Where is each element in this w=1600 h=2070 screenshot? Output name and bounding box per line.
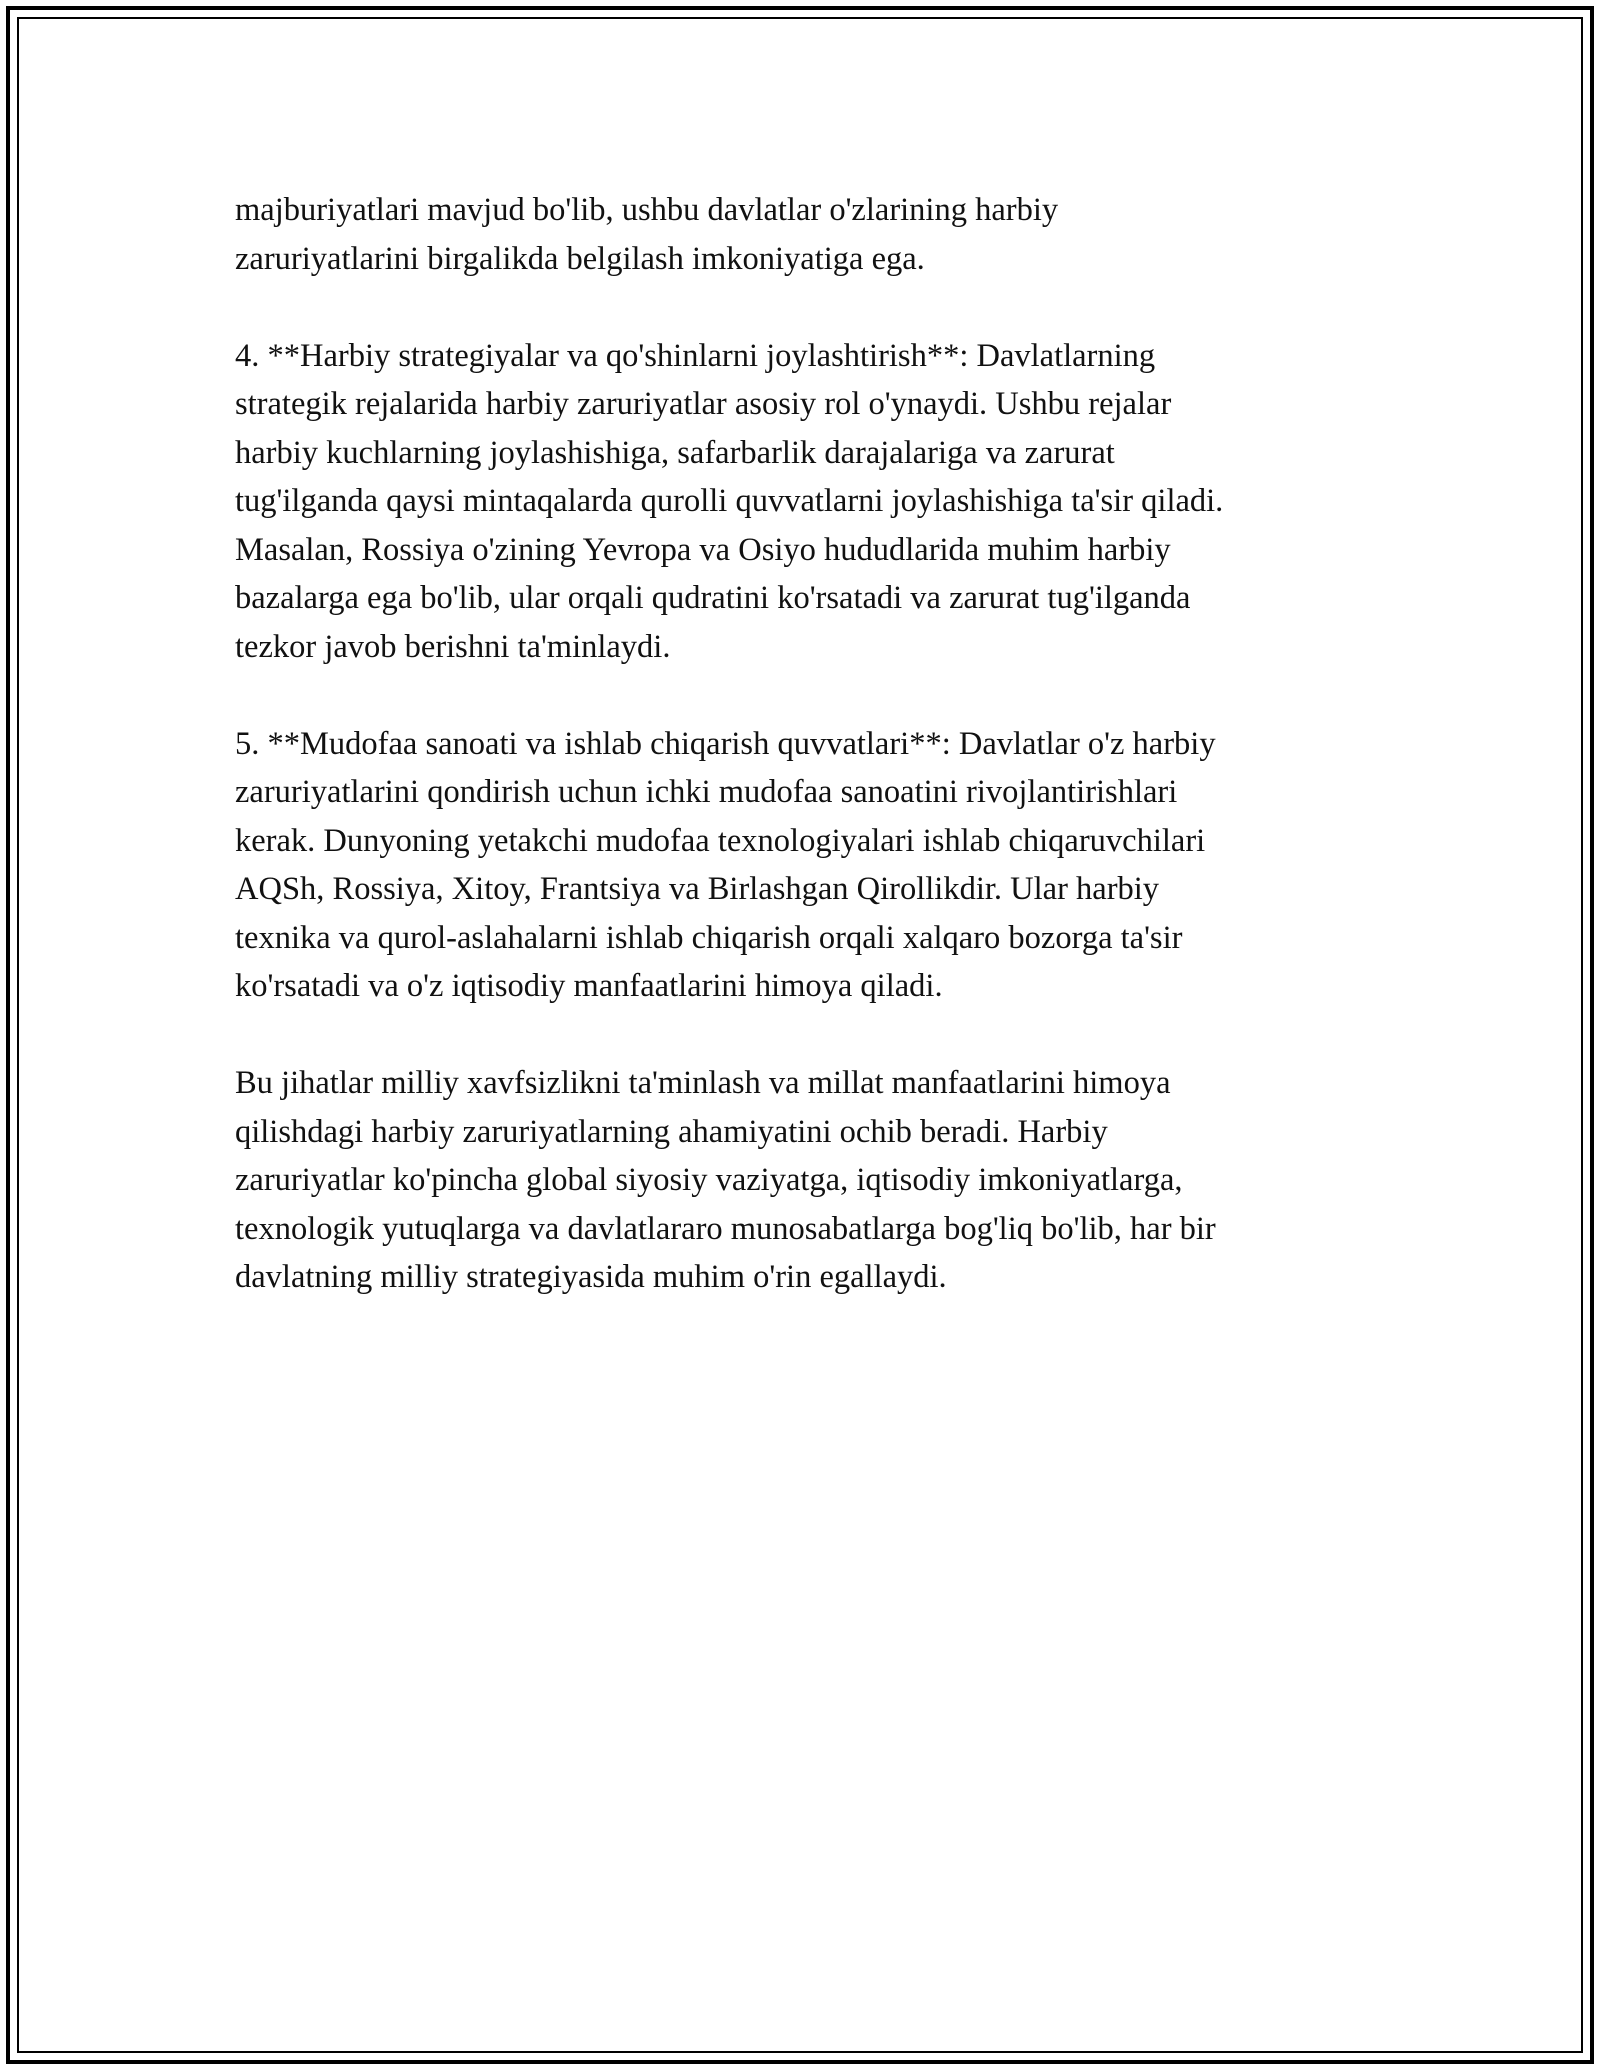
paragraph-continuation: majburiyatlari mavjud bo'lib, ushbu davlatlar o'zlarining harbiy zaruriyatlarini birgalikda belgilash imkoniyatiga ega. bbox=[235, 192, 1059, 277]
paragraph-item-4-military-strategies: 4. **Harbiy strategiyalar va qo'shinlarni joylashtirish**: Davlatlarning strategik rejalarida harbiy zaruriyatlar asosiy rol o'ynaydi. Ushbu rejalar harbiy kuchlarning joylashishiga, safarbarlik darajalariga va zarurat tug'ilganda qaysi mintaqalarda qurolli quvvatlarni joylashishiga ta'sir qiladi. Masalan, Rossiya o'zining Yevropa va Osiyo hududlarida muhim harbiy bazalarga ega bo'lib, ular orqali qudratini ko'rsatadi va zarurat tug'ilganda tezkor javob berishni ta'minlaydi. bbox=[235, 337, 1224, 665]
paragraph-item-5-defense-industry: 5. **Mudofaa sanoati va ishlab chiqarish quvvatlari**: Davlatlar o'z harbiy zaruriyatlarini qondirish uchun ichki mudofaa sanoatini rivojlantirishlari kerak. Dunyoning yetakchi mudofaa texnologiyalari ishlab chiqaruvchilari AQSh, Rossiya, Xitoy, Frantsiya va Birlashgan Qirollikdir. Ular harbiy texnika va qurol-aslahalarni ishlab chiqarish orqali xalqaro bozorga ta'sir ko'rsatadi va o'z iqtisodiy manfaatlarini himoya qiladi. bbox=[235, 725, 1216, 1004]
paragraph-conclusion: Bu jihatlar milliy xavfsizlikni ta'minlash va millat manfaatlarini himoya qilishdagi harbiy zaruriyatlarning ahamiyatini ochib beradi. Harbiy zaruriyatlar ko'pincha global siyosiy vaziyatga, iqtisodiy imkoniyatlarga, texnologik yutuqlarga va davlatlararo munosabatlarga bog'liq bo'lib, har bir davlatning milliy strategiyasida muhim o'rin egallaydi. bbox=[235, 1065, 1216, 1295]
document-body bbox=[235, 186, 1365, 1302]
